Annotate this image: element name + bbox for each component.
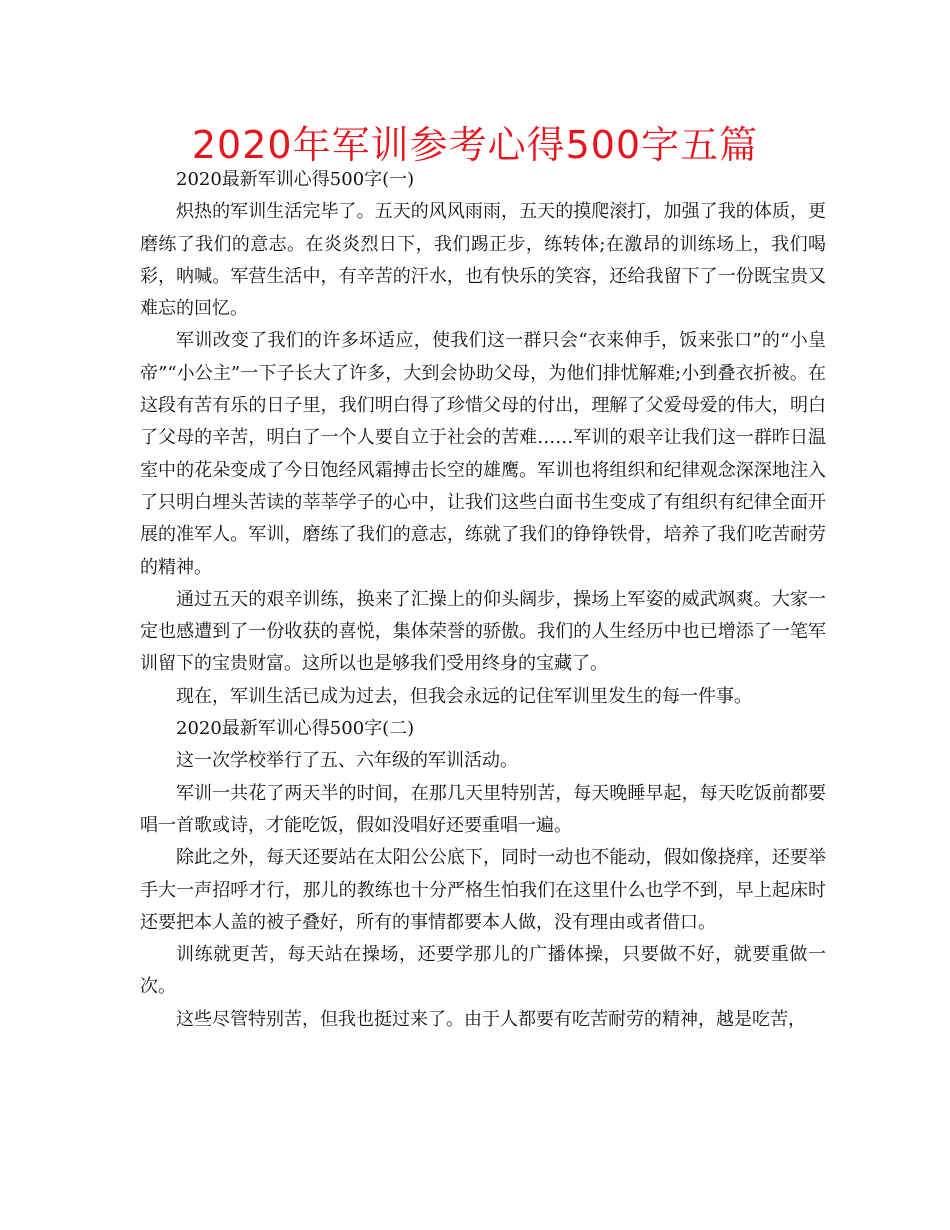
paragraph: 除此之外，每天还要站在太阳公公底下，同时一动也不能动，假如像挠痒，还要举手大一声招呼才行，那儿的教练也十分严格生怕我们在这里什么也学不到，早上起床时还要把本人盖的被子叠好，所有的事情都要本人做，没有理由或者借口。 <box>140 847 826 933</box>
paragraph: 现在，军训生活已成为过去，但我会永远的记住军训里发生的每一件事。 <box>176 685 752 707</box>
paragraph: 军训一共花了两天半的时间，在那几天里特别苦，每天晚睡早起，每天吃饭前都要唱一首歌或诗，才能吃饭，假如没唱好还要重唱一遍。 <box>140 782 826 836</box>
paragraph: 通过五天的艰辛训练，换来了汇操上的仰头阔步，操场上军姿的威武飒爽。大家一定也感遭到了一份收获的喜悦，集体荣誉的骄傲。我们的人生经历中也已增添了一笔军训留下的宝贵财富。这所以也是够我们受用终身的宝藏了。 <box>140 588 826 675</box>
document-body <box>140 164 826 1036</box>
document-title: 2020年军训参考心得500字五篇 <box>191 123 759 167</box>
paragraph: 这一次学校举行了五、六年级的军训活动。 <box>176 750 518 772</box>
paragraph: 炽热的军训生活完毕了。五天的风风雨雨，五天的摸爬滚打，加强了我的体质，更磨练了我们的意志。在炎炎烈日下，我们踢正步，练转体;在激昂的训练场上，我们喝彩，呐喊。军营生活中，有辛苦的汗水，也有快乐的笑容，还给我留下了一份既宝贵又难忘的回忆。 <box>140 201 826 320</box>
paragraph: 训练就更苦，每天站在操场，还要学那儿的广播体操，只要做不好，就要重做一次。 <box>140 944 826 998</box>
paragraph: 军训改变了我们的许多坏适应，使我们这一群只会“衣来伸手，饭来张口”的“小皇帝”“小公主”一下子长大了许多，大到会协助父母，为他们排忧解难;小到叠衣折被。在这段有苦有乐的日子里，我们明白得了珍惜父母的付出，理解了父爱母爱的伟大，明白了父母的辛苦，明白了一个人要自立于社会的苦难……军训的艰辛让我们这一群昨日温室中的花朵变成了今日饱经风霜搏击长空的雄鹰。军训也将组织和纪律观念深深地注入了只明白埋头苦读的莘莘学子的心中，让我们这些白面书生变成了有组织有纪律全面开展的准军人。军训，磨练了我们的意志，练就了我们的铮铮铁骨，培养了我们吃苦耐劳的精神。 <box>140 330 826 578</box>
section-heading-2: 2020最新军训心得500字(二) <box>176 718 415 740</box>
paragraph: 这些尽管特别苦，但我也挺过来了。由于人都要有吃苦耐劳的精神，越是吃苦， <box>176 1008 806 1030</box>
section-heading-1: 2020最新军训心得500字(一) <box>176 169 415 190</box>
